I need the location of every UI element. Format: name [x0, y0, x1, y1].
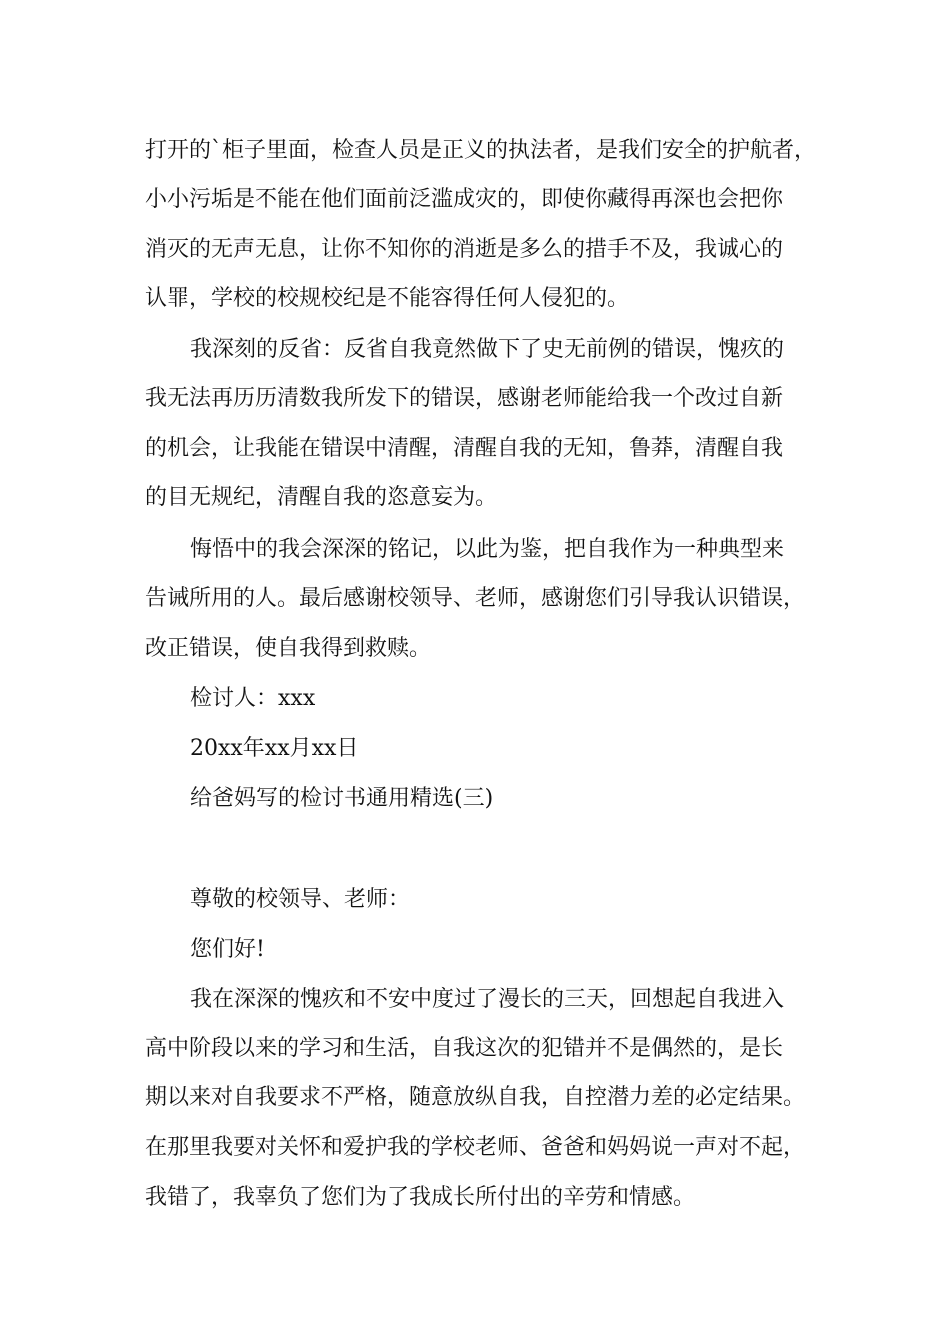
text-line: 改正错误，使自我得到救赎。	[145, 636, 432, 661]
salutation: 尊敬的校领导、老师：	[190, 887, 411, 912]
text-line: 在那里我要对关怀和爱护我的学校老师、爸爸和妈妈说一声对不起，	[145, 1135, 806, 1160]
paragraph-start-line: 我深刻的反省：反省自我竟然做下了史无前例的错误，愧疚的	[190, 337, 785, 362]
section-title: 给爸妈写的检讨书通用精选(三)	[190, 786, 494, 811]
text-line: 我无法再历历清数我所发下的错误，感谢老师能给我一个改过自新	[145, 386, 784, 411]
text-line: 消灭的无声无息，让你不知你的消逝是多么的措手不及，我诚心的	[145, 237, 784, 262]
text-line: 告诫所用的人。最后感谢校领导、老师，感谢您们引导我认识错误，	[145, 586, 806, 611]
text-line: 的机会，让我能在错误中清醒，清醒自我的无知，鲁莽，清醒自我	[145, 436, 784, 461]
paragraph-start-line: 悔悟中的我会深深的铭记，以此为鉴，把自我作为一种典型来	[190, 537, 785, 562]
text-line: 小小污垢是不能在他们面前泛滥成灾的，即使你藏得再深也会把你	[145, 187, 784, 212]
paragraph-start-line: 我在深深的愧疚和不安中度过了漫长的三天，回想起自我进入	[190, 987, 785, 1012]
text-line: 我错了，我辜负了您们为了我成长所付出的辛劳和情感。	[145, 1185, 696, 1210]
text-line: 期以来对自我要求不严格，随意放纵自我，自控潜力差的必定结果。	[145, 1085, 806, 1110]
text-line: 认罪，学校的校规校纪是不能容得任何人侵犯的。	[145, 286, 630, 311]
signature-line: 检讨人：xxx	[190, 686, 316, 711]
text-line: 打开的`柜子里面，检查人员是正义的执法者，是我们安全的护航者，	[145, 138, 817, 163]
text-line: 的目无规纪，清醒自我的恣意妄为。	[145, 485, 498, 510]
date-line: 20xx年xx月xx日	[190, 736, 359, 761]
greeting: 您们好!	[190, 937, 265, 962]
text-line: 高中阶段以来的学习和生活，自我这次的犯错并不是偶然的，是长	[145, 1036, 784, 1061]
